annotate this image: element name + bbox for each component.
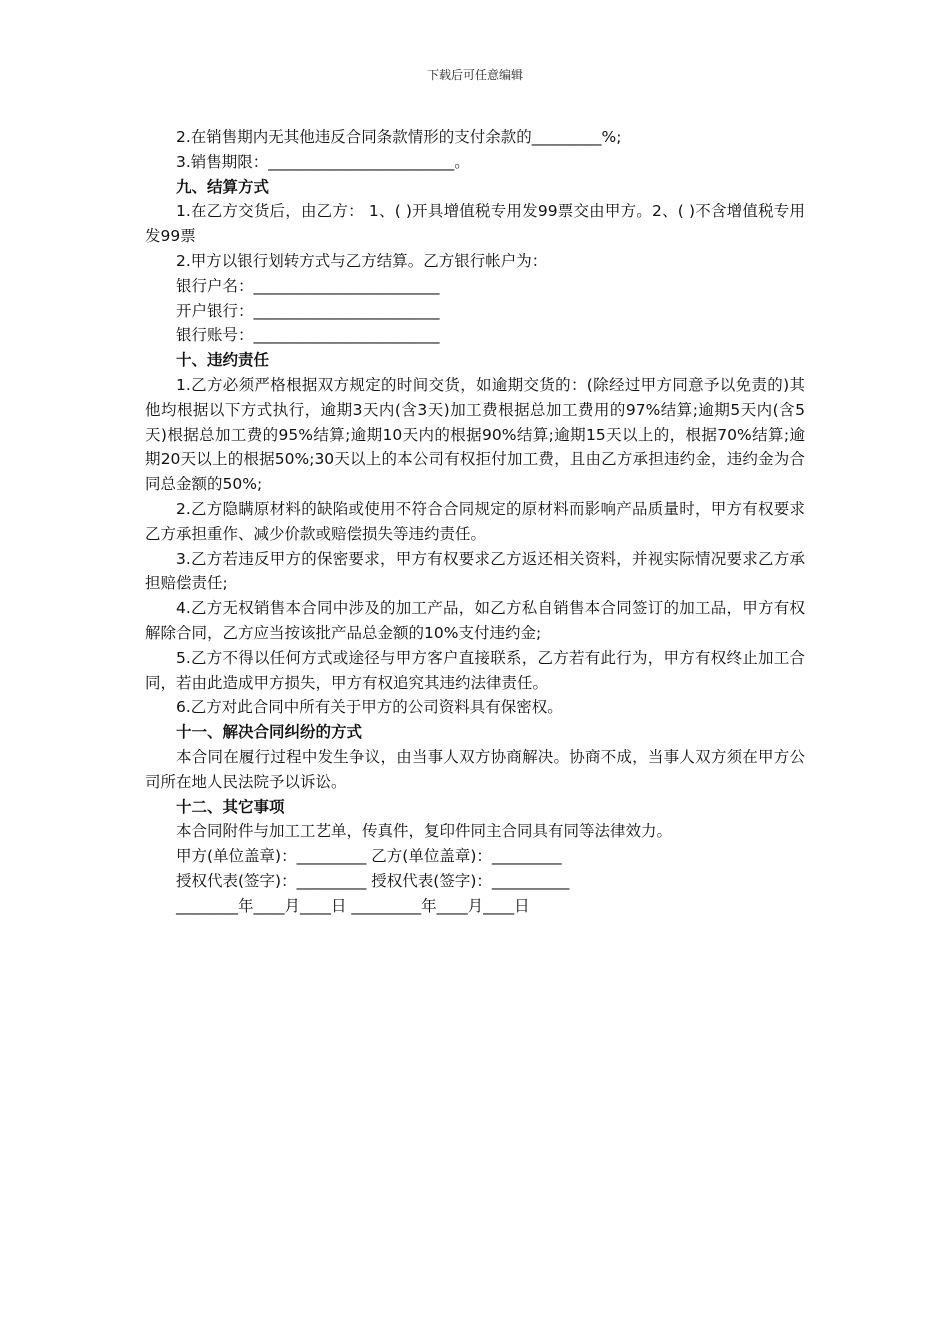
section-heading-breach: 十、违约责任 [176, 351, 270, 370]
clause-customer-contact: 5.乙方不得以任何方式或途径与甲方客户直接联系，乙方若有此行为，甲方有权终止加工合同，若由此造成甲方损失，甲方有权追究其违约法律责任。 [145, 648, 805, 692]
field-bank-account-name: 银行户名：________________________ [176, 276, 440, 295]
clause-balance-payment: 2.在销售期内无其他违反合同条款情形的支付余款的_________%; [176, 128, 622, 146]
clause-material-defect: 2.乙方隐瞒原材料的缺陷或使用不符合合同规定的原材料而影响产品质量时，甲方有权要求乙方承担重作、减少价款或赔偿损失等违约责任。 [145, 499, 805, 543]
clause-bank-transfer: 2.甲方以银行划转方式与乙方结算。乙方银行帐户为： [176, 251, 548, 270]
field-bank-name: 开户银行：________________________ [176, 301, 440, 320]
field-bank-account-number: 银行账号：________________________ [176, 326, 440, 345]
section-heading-dispute: 十一、解决合同纠纷的方式 [176, 723, 363, 742]
clause-attachments: 本合同附件与加工工艺单，传真件，复印件同主合同具有同等法律效力。 [176, 822, 673, 841]
clause-sales-period: 3.销售期限：________________________。 [176, 152, 470, 171]
signature-representative-line: 授权代表(签字)：_________ 授权代表(签字)：__________ [176, 871, 570, 890]
clause-confidentiality-right: 6.乙方对此合同中所有关于甲方的公司资料具有保密权。 [176, 698, 563, 717]
section-heading-other: 十二、其它事项 [176, 797, 285, 816]
signature-date-line: ________年____月____日 _________年____月____日 [176, 896, 530, 915]
clause-late-delivery: 1.乙方必须严格根据双方规定的时间交货，如逾期交货的：(除经过甲方同意予以免责的)其他均根据以下方式执行，逾期3天内(含3天)加工费根据总加工费用的97%结算;逾期5天内(含5天)根据总加工费的95%结算;逾期10天内的根据90%结算;逾期15天以上的，根据70%结算;逾期20天以上的根据50%;30天以上的本公司有权拒付加工费，且由乙方承担违约金，违约金为合同总金额的50%; [145, 375, 805, 494]
clause-settlement-invoice: 1.在乙方交货后，由乙方： 1、( )开具增值税专用发99票交由甲方。2、( )不含增值税专用发99票 [145, 202, 805, 246]
section-heading-settlement: 九、结算方式 [176, 177, 270, 196]
clause-dispute-resolution: 本合同在履行过程中发生争议，由当事人双方协商解决。协商不成，当事人双方须在甲方公司所在地人民法院予以诉讼。 [145, 747, 805, 791]
clause-confidentiality-breach: 3.乙方若违反甲方的保密要求，甲方有权要求乙方返还相关资料，并视实际情况要求乙方承担赔偿责任; [145, 549, 805, 593]
page-header: 下载后可任意编辑 [426, 68, 523, 82]
clause-unauthorized-sale: 4.乙方无权销售本合同中涉及的加工产品，如乙方私自销售本合同签订的加工品，甲方有权解除合同，乙方应当按该批产品总金额的10%支付违约金; [145, 599, 805, 642]
signature-seal-line: 甲方(单位盖章)：_________ 乙方(单位盖章)：_________ [176, 847, 562, 866]
document-body [145, 125, 805, 919]
